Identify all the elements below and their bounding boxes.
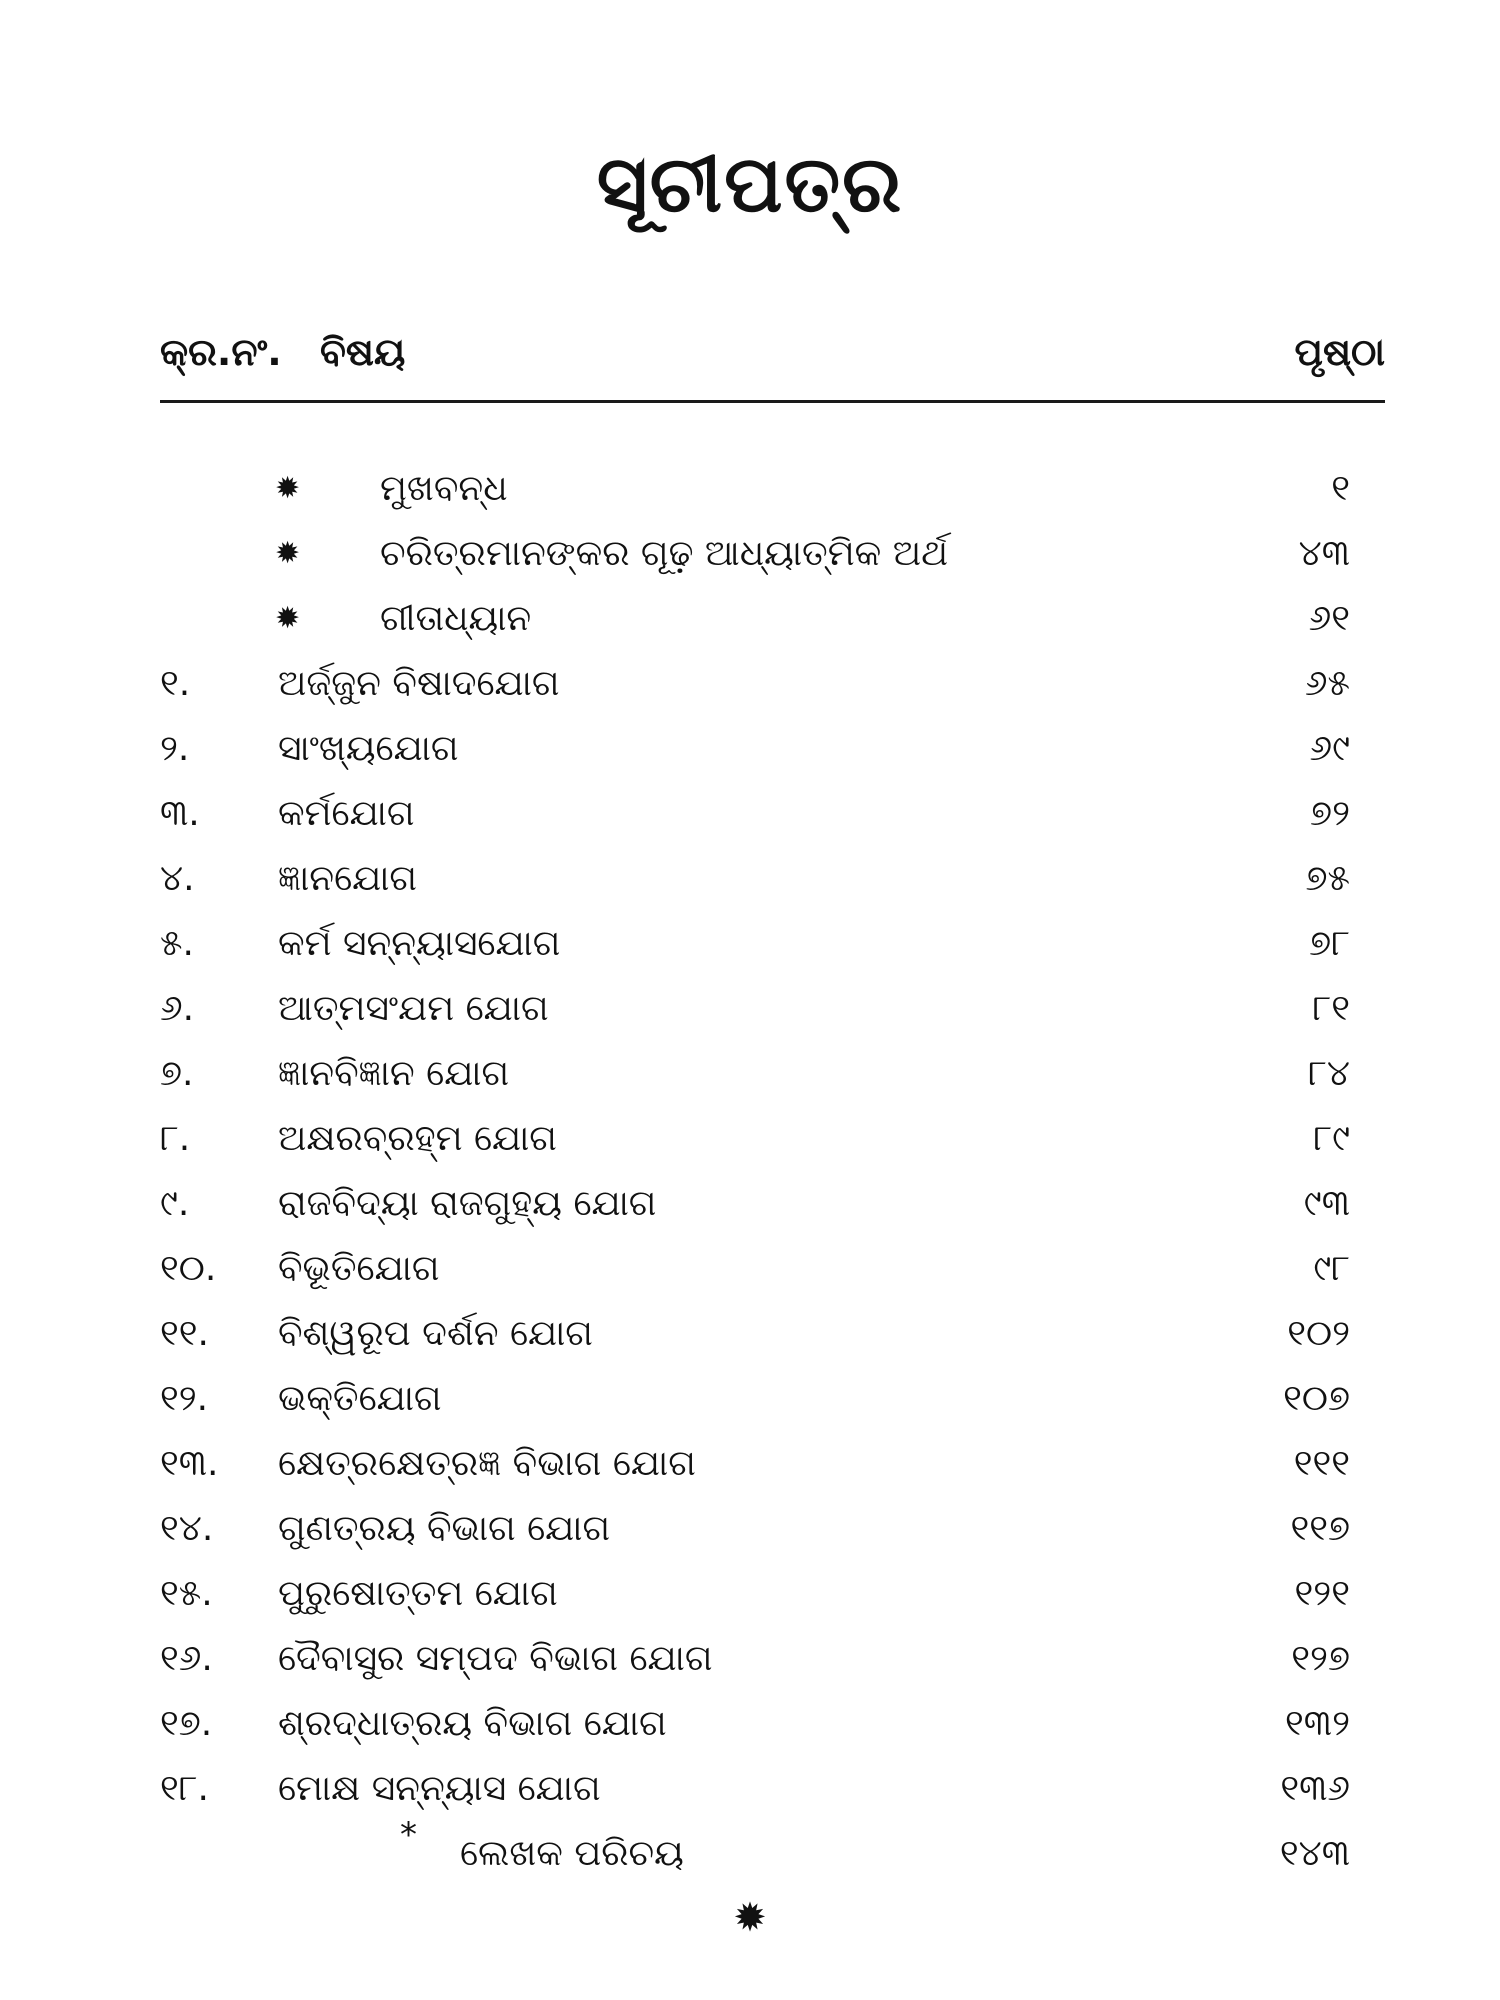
chapter-row (160, 1106, 1350, 1171)
star-ornament-icon: ✹ (733, 1895, 767, 1941)
chapter-row (160, 1171, 1350, 1236)
chapter-number: ୨. (160, 728, 190, 769)
contents-list (160, 456, 1350, 1886)
header-divider (160, 400, 1385, 403)
chapter-subject: ଅକ୍ଷରବ୍ରହ୍ମ ଯୋଗ (278, 1118, 557, 1159)
chapter-subject: କ୍ଷେତ୍ରକ୍ଷେତ୍ରଜ୍ଞ ବିଭାଗ ଯୋଗ (278, 1443, 696, 1484)
chapter-subject: ରାଜବିଦ୍ୟା ରାଜଗୁହ୍ୟ ଯୋଗ (278, 1183, 657, 1224)
table-header (160, 330, 1385, 390)
entry-page: ୪୩ (1298, 533, 1350, 574)
chapter-page: ୭୫ (1305, 858, 1350, 899)
chapter-subject: ସାଂଖ୍ୟଯୋଗ (278, 728, 459, 769)
front-matter-item (160, 456, 1350, 521)
chapter-row (160, 1366, 1350, 1431)
page-title: ସୂଚୀପତ୍ର (596, 140, 904, 230)
chapter-subject: ଜ୍ଞାନଯୋଗ (278, 858, 418, 899)
chapter-row (160, 1236, 1350, 1301)
chapter-page: ୭୨ (1310, 793, 1350, 834)
star-bullet-icon: ✹ (275, 471, 301, 506)
chapter-page: ୯୩ (1303, 1183, 1350, 1224)
chapter-row (160, 976, 1350, 1041)
chapter-row (160, 1496, 1350, 1561)
author-profile-item (160, 1815, 1350, 1886)
chapter-row (160, 1431, 1350, 1496)
chapter-subject: ଶ୍ରଦ୍ଧାତ୍ରୟ ବିଭାଗ ଯୋଗ (278, 1703, 667, 1744)
asterisk-icon: * (400, 1815, 417, 1855)
entry-page: ୧୪୩ (1279, 1833, 1350, 1874)
chapter-number: ୧୩. (160, 1443, 219, 1484)
entry-page: ୧ (1331, 468, 1350, 509)
entry-page: ୬୧ (1308, 598, 1350, 639)
chapter-number: ୧. (160, 663, 191, 704)
chapter-row (160, 1561, 1350, 1626)
chapter-row (160, 1756, 1350, 1821)
chapter-page: ୮୪ (1308, 1053, 1350, 1094)
chapter-number: ୯. (160, 1183, 190, 1224)
front-matter-item (160, 586, 1350, 651)
chapter-number: ୬. (160, 988, 195, 1029)
chapter-number: ୧୮. (160, 1768, 209, 1809)
chapter-row (160, 911, 1350, 976)
chapter-row (160, 651, 1350, 716)
chapter-page: ୯୮ (1313, 1248, 1350, 1289)
chapter-number: ୮. (160, 1118, 191, 1159)
chapter-row (160, 846, 1350, 911)
chapter-number: ୩. (160, 793, 200, 834)
star-bullet-icon: ✹ (275, 601, 301, 636)
chapter-subject: ଅର୍ଜ୍ଜୁନ ବିଷାଦଯୋଗ (278, 663, 560, 704)
chapter-row (160, 1041, 1350, 1106)
chapter-row (160, 1626, 1350, 1691)
chapter-subject: ଭକ୍ତିଯୋଗ (278, 1378, 442, 1419)
entry-subject: ଗୀତାଧ୍ୟାନ (380, 598, 532, 639)
chapter-subject: କର୍ମଯୋଗ (278, 793, 415, 834)
chapter-page: ୮୯ (1313, 1118, 1350, 1159)
chapter-page: ୮୧ (1312, 988, 1350, 1029)
chapter-number: ୫. (160, 923, 194, 964)
chapter-number: ୧୭. (160, 1703, 213, 1744)
chapter-subject: ଦୈବାସୁର ସମ୍ପଦ ବିଭାଗ ଯୋଗ (278, 1638, 713, 1679)
chapter-subject: ବିଶ୍ୱରୂପ ଦର୍ଶନ ଯୋଗ (278, 1313, 593, 1354)
chapter-subject: ଗୁଣତ୍ରୟ ବିଭାଗ ଯୋଗ (278, 1508, 611, 1549)
chapter-number: ୧୨. (160, 1378, 209, 1419)
chapter-number: ୪. (160, 858, 195, 899)
chapter-subject: ପୁରୁଷୋତ୍ତମ ଯୋଗ (278, 1573, 558, 1614)
header-subject: ବିଷୟ (320, 330, 406, 374)
chapter-subject: ମୋକ୍ଷ ସନ୍ନ୍ୟାସ ଯୋଗ (278, 1768, 601, 1809)
chapter-page: ୧୨୭ (1291, 1638, 1350, 1679)
chapter-subject: ବିଭୂତିଯୋଗ (278, 1248, 440, 1289)
chapter-page: ୧୩୨ (1285, 1703, 1350, 1744)
chapter-page: ୧୩୬ (1280, 1768, 1350, 1809)
chapter-row (160, 1301, 1350, 1366)
header-serial-number: କ୍ର.ନଂ. (160, 330, 282, 374)
chapter-row (160, 1691, 1350, 1756)
entry-subject: ମୁଖବନ୍ଧ (380, 468, 508, 509)
chapter-page: ୧୦୭ (1283, 1378, 1350, 1419)
front-matter-item (160, 521, 1350, 586)
chapter-page: ୧୧୧ (1293, 1443, 1350, 1484)
chapter-number: ୧୦. (160, 1248, 217, 1289)
chapter-subject: ଆତ୍ମସଂଯମ ଯୋଗ (278, 988, 549, 1029)
entry-subject: ଚରିତ୍ରମାନଙ୍କର ଗୂଢ଼ ଆଧ୍ୟାତ୍ମିକ ଅର୍ଥ (380, 533, 949, 574)
chapter-row (160, 716, 1350, 781)
chapter-page: ୬୫ (1304, 663, 1350, 704)
chapter-row (160, 781, 1350, 846)
entry-subject: ଲେଖକ ପରିଚୟ (460, 1833, 684, 1874)
chapter-number: ୧୬. (160, 1638, 213, 1679)
star-bullet-icon: ✹ (275, 536, 301, 571)
chapter-page: ୧୧୭ (1290, 1508, 1350, 1549)
chapter-number: ୧୪. (160, 1508, 214, 1549)
chapter-number: ୧୧. (160, 1313, 209, 1354)
chapter-page: ୬୯ (1309, 728, 1350, 769)
chapter-number: ୭. (160, 1053, 194, 1094)
chapter-subject: ଜ୍ଞାନବିଜ୍ଞାନ ଯୋଗ (278, 1053, 510, 1094)
chapter-number: ୧୫. (160, 1573, 213, 1614)
chapter-page: ୧୦୨ (1287, 1313, 1350, 1354)
chapter-page: ୭୮ (1309, 923, 1350, 964)
header-page: ପୃଷ୍ଠା (1294, 330, 1385, 374)
chapter-page: ୧୨୧ (1294, 1573, 1350, 1614)
chapter-subject: କର୍ମ ସନ୍ନ୍ୟାସଯୋଗ (278, 923, 561, 964)
